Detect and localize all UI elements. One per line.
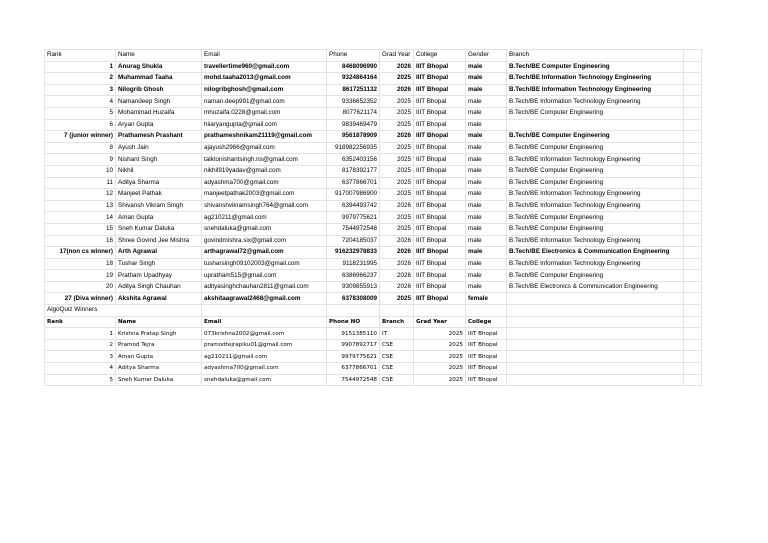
name-cell: Aman Gupta (116, 212, 202, 224)
empty-cell (684, 339, 702, 351)
grad-year-cell: 2026 (380, 258, 414, 270)
name-cell: Pramod Tejra (116, 339, 202, 351)
empty-cell (507, 328, 684, 340)
email-cell: adyashma700@gmail.com (202, 363, 327, 375)
phone-cell: 9151385110 (327, 328, 380, 340)
branch-cell: B.Tech/BE Computer Engineering (507, 142, 684, 154)
phone-cell: 6378308009 (327, 293, 380, 305)
empty-cell (684, 328, 702, 340)
college-cell: IIIT Bhopal (466, 374, 507, 386)
email-cell: manjeetpathak2003@gmail.com (202, 189, 327, 201)
gender-cell: male (466, 270, 507, 282)
email-cell: mhuzaifa.0228@gmail.com (202, 107, 327, 119)
rank-cell: 12 (45, 189, 116, 201)
name-cell: Anurag Shukla (116, 61, 202, 73)
empty-cell (684, 165, 702, 177)
college-cell: IIIT Bhopal (414, 223, 466, 235)
table-row (45, 212, 702, 224)
college-cell: IIIT Bhopal (414, 131, 466, 143)
email-cell: snehdaluka@gmail.com (202, 374, 327, 386)
phone-cell: 7544972548 (327, 374, 380, 386)
email-cell: hiiaryangupta@gmail.com (202, 119, 327, 131)
email-cell: talktonishantsingh.ns@gmail.com (202, 154, 327, 166)
college-cell: IIIT Bhopal (414, 270, 466, 282)
phone-cell: 9839469479 (327, 119, 380, 131)
grad-year-cell: 2025 (414, 328, 466, 340)
name-cell: Aryan Gupta (116, 119, 202, 131)
gender-cell: male (466, 96, 507, 108)
name-cell: Nilogrib Ghosh (116, 84, 202, 96)
gender-cell: male (466, 142, 507, 154)
gender-cell: male (466, 212, 507, 224)
college-cell: IIIT Bhopal (414, 61, 466, 73)
table-row (45, 363, 702, 375)
empty-cell (414, 305, 466, 317)
table-row (45, 293, 702, 305)
rank-cell: 20 (45, 281, 116, 293)
empty-cell (684, 305, 702, 317)
gender-cell: male (466, 84, 507, 96)
college-cell: IIIT Bhopal (414, 84, 466, 96)
college-cell: IIIT Bhopal (414, 189, 466, 201)
grad-year-cell: 2026 (380, 281, 414, 293)
branch-cell: B.Tech/BE Computer Engineering (507, 212, 684, 224)
table-row (45, 200, 702, 212)
email-cell: nikhil919yadav@gmail.com (202, 165, 327, 177)
email-cell: prathameshnikam21119@gmail.com (202, 131, 327, 143)
name-cell: Aditya Singh Chauhan (116, 281, 202, 293)
gender-cell: male (466, 177, 507, 189)
branch-cell: B.Tech/BE Information Technology Engineering (507, 84, 684, 96)
name-cell: Muhammad Taaha (116, 73, 202, 85)
header-cell: Rank (45, 50, 116, 62)
branch-cell: B.Tech/BE Computer Engineering (507, 107, 684, 119)
branch-cell: B.Tech/BE Computer Engineering (507, 131, 684, 143)
rank-cell: 3 (45, 84, 116, 96)
name-cell: Shree Govind Jee Mishra (116, 235, 202, 247)
phone-cell: 7204185037 (327, 235, 380, 247)
grad-year-cell: 2026 (380, 235, 414, 247)
gender-cell: male (466, 154, 507, 166)
rank-cell: 7 (junior winner) (45, 131, 116, 143)
phone-cell: 916232978833 (327, 247, 380, 259)
header-cell: Email (202, 50, 327, 62)
empty-cell (684, 154, 702, 166)
gender-cell: male (466, 189, 507, 201)
header-cell: Phone NO (327, 316, 380, 328)
rank-cell: 1 (45, 328, 116, 340)
college-cell: IIIT Bhopal (414, 165, 466, 177)
gender-cell: male (466, 281, 507, 293)
rank-cell: 2 (45, 73, 116, 85)
gender-cell: male (466, 107, 507, 119)
header-cell: Branch (380, 316, 414, 328)
empty-cell (684, 73, 702, 85)
name-cell: Tushar Singh (116, 258, 202, 270)
algoquiz-table-body (45, 316, 702, 386)
rank-cell: 4 (45, 96, 116, 108)
name-cell: Arth Agrawal (116, 247, 202, 259)
table-row (45, 96, 702, 108)
table-row (45, 281, 702, 293)
section-title-row (45, 305, 702, 317)
empty-cell (684, 142, 702, 154)
empty-cell (684, 235, 702, 247)
name-cell: Manjeet Pathak (116, 189, 202, 201)
email-cell: tusharsingh09102003@gmail.com (202, 258, 327, 270)
branch-cell: B.Tech/BE Electronics & Communication Engineering (507, 281, 684, 293)
algoquiz-title-row-group (45, 305, 702, 317)
branch-cell: CSE (380, 363, 414, 375)
branch-cell: B.Tech/BE Information Technology Engineering (507, 200, 684, 212)
name-cell: Aditya Sharma (116, 177, 202, 189)
empty-cell (684, 177, 702, 189)
empty-cell (684, 281, 702, 293)
phone-cell: 8468096990 (327, 61, 380, 73)
email-cell: govindmishra.six@gmail.com (202, 235, 327, 247)
grad-year-cell: 2025 (414, 351, 466, 363)
rank-cell: 5 (45, 374, 116, 386)
rank-cell: 27 (Diva winner) (45, 293, 116, 305)
branch-cell: CSE (380, 351, 414, 363)
table-row (45, 258, 702, 270)
email-cell: adityasinghchauhan2811@gmail.com (202, 281, 327, 293)
empty-cell (684, 96, 702, 108)
grad-year-cell: 2026 (380, 200, 414, 212)
table-row (45, 131, 702, 143)
header-cell: College (466, 316, 507, 328)
branch-cell (507, 119, 684, 131)
email-cell: mohd.taaha2013@gmail.com (202, 73, 327, 85)
table-row (45, 189, 702, 201)
college-cell: IIIT Bhopal (414, 281, 466, 293)
college-cell: IIIT Bhopal (414, 258, 466, 270)
college-cell: IIIT Bhopal (414, 142, 466, 154)
phone-cell: 9324864164 (327, 73, 380, 85)
phone-cell: 9979775621 (327, 212, 380, 224)
grad-year-cell: 2025 (414, 374, 466, 386)
name-cell: Sneh Kumar Daluka (116, 223, 202, 235)
grad-year-cell: 2025 (414, 339, 466, 351)
empty-cell (684, 119, 702, 131)
table-row (45, 328, 702, 340)
table-row (45, 270, 702, 282)
email-cell: akshitaagrawal2468@gmail.com (202, 293, 327, 305)
email-cell: ajayush2966@gmail.com (202, 142, 327, 154)
grad-year-cell: 2025 (380, 165, 414, 177)
rank-cell: 15 (45, 223, 116, 235)
participants-table-body (45, 50, 702, 305)
name-cell: Sneh Kumar Daluka (116, 374, 202, 386)
rank-cell: 13 (45, 200, 116, 212)
gender-cell: male (466, 258, 507, 270)
header-cell: Branch (507, 50, 684, 62)
rank-cell: 10 (45, 165, 116, 177)
email-cell: shivanshvikramsingh764@gmail.com (202, 200, 327, 212)
table-row (45, 61, 702, 73)
table-row (45, 351, 702, 363)
college-cell: IIIT Bhopal (414, 96, 466, 108)
branch-cell: B.Tech/BE Computer Engineering (507, 270, 684, 282)
gender-cell: male (466, 223, 507, 235)
empty-cell (507, 374, 684, 386)
name-cell: Aman Gupta (116, 351, 202, 363)
table-row (45, 84, 702, 96)
gender-cell: male (466, 235, 507, 247)
name-cell: Mohammad Huzaifa (116, 107, 202, 119)
empty-cell (507, 305, 684, 317)
branch-cell: B.Tech/BE Information Technology Engineering (507, 154, 684, 166)
college-cell: IIIT Bhopal (414, 107, 466, 119)
section-title: AlgoQuiz Winners (45, 305, 202, 317)
grad-year-cell: 2025 (380, 96, 414, 108)
email-cell: nilogribghosh@gmail.com (202, 84, 327, 96)
name-cell: Nishant Singh (116, 154, 202, 166)
phone-cell: 6377866701 (327, 363, 380, 375)
header-cell: Grad Year (414, 316, 466, 328)
email-cell: ag210211@gmail.com (202, 212, 327, 224)
gender-cell: male (466, 165, 507, 177)
empty-cell (684, 374, 702, 386)
rank-cell: 17(non cs winner) (45, 247, 116, 259)
results-table (44, 49, 702, 386)
phone-cell: 8178392177 (327, 165, 380, 177)
spreadsheet-page (44, 49, 702, 386)
name-cell: Pratham Upadhyay (116, 270, 202, 282)
empty-cell (684, 61, 702, 73)
empty-cell (684, 189, 702, 201)
table-row (45, 177, 702, 189)
empty-cell (327, 305, 380, 317)
empty-cell (684, 270, 702, 282)
grad-year-cell: 2025 (380, 177, 414, 189)
rank-cell: 5 (45, 107, 116, 119)
branch-cell: B.Tech/BE Information Technology Engineering (507, 189, 684, 201)
empty-cell (684, 131, 702, 143)
email-cell: pramodtejrapiku01@gmail.com (202, 339, 327, 351)
college-cell: IIIT Bhopal (466, 328, 507, 340)
header-cell: Grad Year (380, 50, 414, 62)
rank-cell: 6 (45, 119, 116, 131)
email-cell: adyashma700@gmail.com (202, 177, 327, 189)
header-cell: Name (116, 50, 202, 62)
branch-cell: B.Tech/BE Computer Engineering (507, 165, 684, 177)
gender-cell: male (466, 200, 507, 212)
phone-cell: 6386966237 (327, 270, 380, 282)
college-cell: IIIT Bhopal (414, 212, 466, 224)
empty-cell (684, 107, 702, 119)
phone-cell: 918982256935 (327, 142, 380, 154)
empty-cell (380, 305, 414, 317)
name-cell: Ayush Jain (116, 142, 202, 154)
branch-cell: B.Tech/BE Computer Engineering (507, 223, 684, 235)
header-cell: College (414, 50, 466, 62)
header-cell: Rank (45, 316, 116, 328)
name-cell: Prathamesh Prashant (116, 131, 202, 143)
branch-cell: B.Tech/BE Information Technology Engineering (507, 96, 684, 108)
gender-cell: male (466, 131, 507, 143)
phone-cell: 8077621174 (327, 107, 380, 119)
name-cell: Namandeep Singh (116, 96, 202, 108)
phone-cell: 8617251132 (327, 84, 380, 96)
empty-cell (684, 258, 702, 270)
branch-cell: B.Tech/BE Information Technology Engineering (507, 258, 684, 270)
email-cell: naman.deep991@gmail.com (202, 96, 327, 108)
gender-cell: male (466, 73, 507, 85)
empty-cell (684, 316, 702, 328)
branch-cell: B.Tech/BE Computer Engineering (507, 177, 684, 189)
empty-cell (507, 316, 684, 328)
phone-cell: 9309855913 (327, 281, 380, 293)
name-cell: Shivansh Vikram Singh (116, 200, 202, 212)
gender-cell: female (466, 293, 507, 305)
empty-cell (684, 212, 702, 224)
name-cell: Nikhil (116, 165, 202, 177)
grad-year-cell: 2026 (380, 84, 414, 96)
empty-cell (684, 247, 702, 259)
grad-year-cell: 2025 (380, 212, 414, 224)
email-cell: 073krishna2002@gmail.com (202, 328, 327, 340)
empty-cell (684, 293, 702, 305)
table-row (45, 107, 702, 119)
name-cell: Krishna Pratap Singh (116, 328, 202, 340)
phone-cell: 9118231995 (327, 258, 380, 270)
college-cell: IIIT Bhopal (414, 200, 466, 212)
empty-cell (202, 305, 327, 317)
table-row (45, 235, 702, 247)
table-row (45, 154, 702, 166)
grad-year-cell: 2025 (380, 73, 414, 85)
name-cell: Aditya Sharma (116, 363, 202, 375)
rank-cell: 4 (45, 363, 116, 375)
college-cell: IIIT Bhopal (414, 177, 466, 189)
grad-year-cell: 2025 (380, 142, 414, 154)
rank-cell: 16 (45, 235, 116, 247)
grad-year-cell: 2026 (380, 270, 414, 282)
branch-cell: B.Tech/BE Computer Engineering (507, 61, 684, 73)
algoquiz-header-row (45, 316, 702, 328)
grad-year-cell: 2026 (380, 247, 414, 259)
empty-cell (684, 223, 702, 235)
header-row (45, 50, 702, 62)
college-cell: IIIT Bhopal (414, 235, 466, 247)
email-cell: ag210211@gmail.com (202, 351, 327, 363)
branch-cell (507, 293, 684, 305)
email-cell: travellertime960@gmail.com (202, 61, 327, 73)
table-row (45, 339, 702, 351)
college-cell: IIIT Bhopal (414, 154, 466, 166)
college-cell: IIIT Bhopal (414, 73, 466, 85)
empty-cell (684, 200, 702, 212)
phone-cell: 6377866701 (327, 177, 380, 189)
empty-cell (466, 305, 507, 317)
grad-year-cell: 2026 (380, 131, 414, 143)
rank-cell: 11 (45, 177, 116, 189)
phone-cell: 6394493742 (327, 200, 380, 212)
phone-cell: 9907892717 (327, 339, 380, 351)
rank-cell: 14 (45, 212, 116, 224)
college-cell: IIIT Bhopal (414, 119, 466, 131)
phone-cell: 917007986900 (327, 189, 380, 201)
college-cell: IIIT Bhopal (466, 351, 507, 363)
empty-cell (507, 339, 684, 351)
grad-year-cell: 2025 (414, 363, 466, 375)
rank-cell: 9 (45, 154, 116, 166)
email-cell: upratham515@gmail.com (202, 270, 327, 282)
college-cell: IIIT Bhopal (414, 247, 466, 259)
empty-cell (684, 84, 702, 96)
empty-cell (684, 351, 702, 363)
branch-cell: CSE (380, 374, 414, 386)
header-cell: Email (202, 316, 327, 328)
rank-cell: 19 (45, 270, 116, 282)
email-cell: snehdaluka@gmail.com (202, 223, 327, 235)
grad-year-cell: 2025 (380, 119, 414, 131)
rank-cell: 2 (45, 339, 116, 351)
table-row (45, 247, 702, 259)
rank-cell: 18 (45, 258, 116, 270)
grad-year-cell: 2025 (380, 223, 414, 235)
empty-cell (684, 363, 702, 375)
grad-year-cell: 2025 (380, 107, 414, 119)
branch-cell: IT (380, 328, 414, 340)
table-row (45, 223, 702, 235)
empty-cell (507, 363, 684, 375)
rank-cell: 3 (45, 351, 116, 363)
email-cell: arthagrawal72@gmail.com (202, 247, 327, 259)
rank-cell: 1 (45, 61, 116, 73)
gender-cell: male (466, 119, 507, 131)
header-cell: Name (116, 316, 202, 328)
phone-cell: 9336652352 (327, 96, 380, 108)
grad-year-cell: 2025 (380, 293, 414, 305)
branch-cell: B.Tech/BE Information Technology Engineering (507, 235, 684, 247)
gender-cell: male (466, 61, 507, 73)
table-row (45, 165, 702, 177)
header-cell: Gender (466, 50, 507, 62)
college-cell: IIIT Bhopal (466, 339, 507, 351)
table-row (45, 142, 702, 154)
branch-cell: B.Tech/BE Electronics & Communication Engineering (507, 247, 684, 259)
rank-cell: 8 (45, 142, 116, 154)
table-row (45, 119, 702, 131)
phone-cell: 7544972548 (327, 223, 380, 235)
header-cell: Phone (327, 50, 380, 62)
table-row (45, 73, 702, 85)
empty-cell (684, 50, 702, 62)
college-cell: IIIT Bhopal (466, 363, 507, 375)
phone-cell: 9561878909 (327, 131, 380, 143)
grad-year-cell: 2025 (380, 189, 414, 201)
name-cell: Akshita Agrawal (116, 293, 202, 305)
empty-cell (507, 351, 684, 363)
phone-cell: 9979775621 (327, 351, 380, 363)
phone-cell: 6352403156 (327, 154, 380, 166)
gender-cell: male (466, 247, 507, 259)
college-cell: IIIT Bhopal (414, 293, 466, 305)
grad-year-cell: 2025 (380, 154, 414, 166)
branch-cell: CSE (380, 339, 414, 351)
table-row (45, 374, 702, 386)
grad-year-cell: 2026 (380, 61, 414, 73)
branch-cell: B.Tech/BE Information Technology Engineering (507, 73, 684, 85)
